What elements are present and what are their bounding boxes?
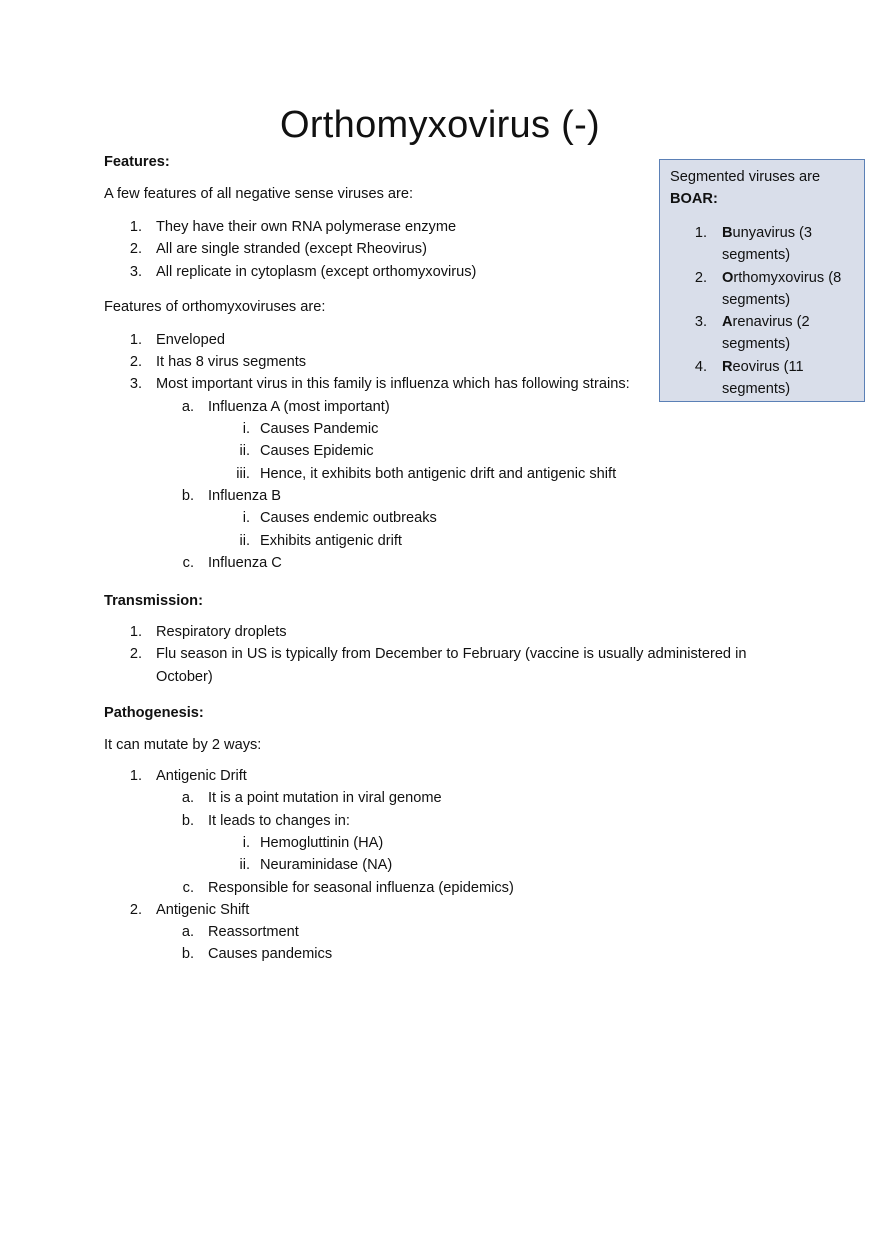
mutation-list bbox=[104, 765, 764, 966]
list-item: 2. All are single stranded (except Rheovirus) bbox=[129, 241, 427, 258]
ortho-intro: Features of orthomyxoviruses are: bbox=[104, 298, 326, 315]
transmission-heading: Transmission: bbox=[104, 593, 203, 610]
list-item: c. Influenza C bbox=[182, 554, 282, 571]
list-item: 2. Flu season in US is typically from December to February (vaccine is usually administered in October) bbox=[129, 646, 747, 685]
list-item: 1. Respiratory droplets bbox=[129, 624, 287, 641]
drift-list bbox=[156, 787, 764, 898]
list-item: 3. Most important virus in this family is influenza which has following strains: a. Influenza A (most important) i. Causes Pandemic ii. Causes Epidemic iii. Hence, it exhibits both antigenic drift and antigenic shift b. Influenza B i. Causes endemic outbreaks ii. Exhibits antigenic drift c. Influenza C bbox=[104, 373, 764, 574]
list-item: i. Causes Pandemic bbox=[242, 421, 379, 438]
influenza-b-list bbox=[208, 507, 764, 552]
list-item: 2. It has 8 virus segments bbox=[129, 354, 307, 371]
list-item: b. Influenza B i. Causes endemic outbreaks ii. Exhibits antigenic drift bbox=[156, 485, 764, 552]
list-item: ii. Causes Epidemic bbox=[239, 443, 374, 460]
list-item: b. It leads to changes in: i. Hemogluttinin (HA) ii. Neuraminidase (NA) bbox=[156, 810, 764, 877]
list-item: 4. Reovirus (11 segments) bbox=[694, 358, 804, 398]
list-item: 3. All replicate in cytoplasm (except orthomyxovirus) bbox=[129, 263, 477, 280]
list-item: a. Influenza A (most important) i. Causes Pandemic ii. Causes Epidemic iii. Hence, it exhibits both antigenic drift and antigenic shift bbox=[156, 396, 764, 485]
list-item: b. Causes pandemics bbox=[181, 946, 333, 963]
shift-list bbox=[156, 921, 764, 966]
list-item: ii. Neuraminidase (NA) bbox=[239, 857, 393, 874]
list-item: i. Hemogluttinin (HA) bbox=[242, 834, 384, 851]
page-title: Orthomyxovirus (-) bbox=[280, 104, 600, 146]
list-item: 2. Orthomyxovirus (8 segments) bbox=[694, 269, 842, 308]
list-item: 2. Antigenic Shift a. Reassortment b. Causes pandemics bbox=[104, 899, 764, 966]
list-item: i. Causes endemic outbreaks bbox=[242, 510, 437, 527]
list-item: 1. They have their own RNA polymerase enzyme bbox=[129, 219, 457, 235]
list-item: a. Reassortment bbox=[181, 924, 299, 941]
box-title: Segmented viruses are BOAR: bbox=[670, 169, 821, 207]
features-heading: Features: bbox=[104, 154, 170, 170]
list-item: a. It is a point mutation in viral genome bbox=[181, 790, 442, 807]
strains-list bbox=[156, 396, 764, 574]
features-intro: A few features of all negative sense viruses are: bbox=[104, 186, 414, 202]
pathogenesis-heading: Pathogenesis: bbox=[104, 705, 204, 722]
influenza-a-list bbox=[208, 418, 764, 485]
pathogenesis-intro: It can mutate by 2 ways: bbox=[104, 737, 262, 754]
list-item: 1. Antigenic Drift a. It is a point mutation in viral genome b. It leads to changes in: i. Hemogluttinin (HA) ii. Neuraminidase (NA) c. Responsible for seasonal influenza (epidemics) bbox=[104, 765, 764, 899]
list-item: 1. Bunyavirus (3 segments) bbox=[694, 225, 813, 264]
list-item: 1. Enveloped bbox=[129, 331, 225, 348]
segmented-viruses-box bbox=[659, 159, 865, 402]
list-item: ii. Exhibits antigenic drift bbox=[239, 532, 402, 549]
drift-changes-list bbox=[208, 832, 764, 877]
boar-list bbox=[670, 222, 854, 400]
transmission-list bbox=[104, 621, 764, 688]
list-item: iii. Hence, it exhibits both antigenic drift and antigenic shift bbox=[236, 465, 617, 482]
boar-acronym: BOAR: bbox=[670, 191, 718, 207]
list-item: c. Responsible for seasonal influenza (epidemics) bbox=[182, 879, 514, 896]
list-item: 3. Arenavirus (2 segments) bbox=[694, 314, 810, 353]
